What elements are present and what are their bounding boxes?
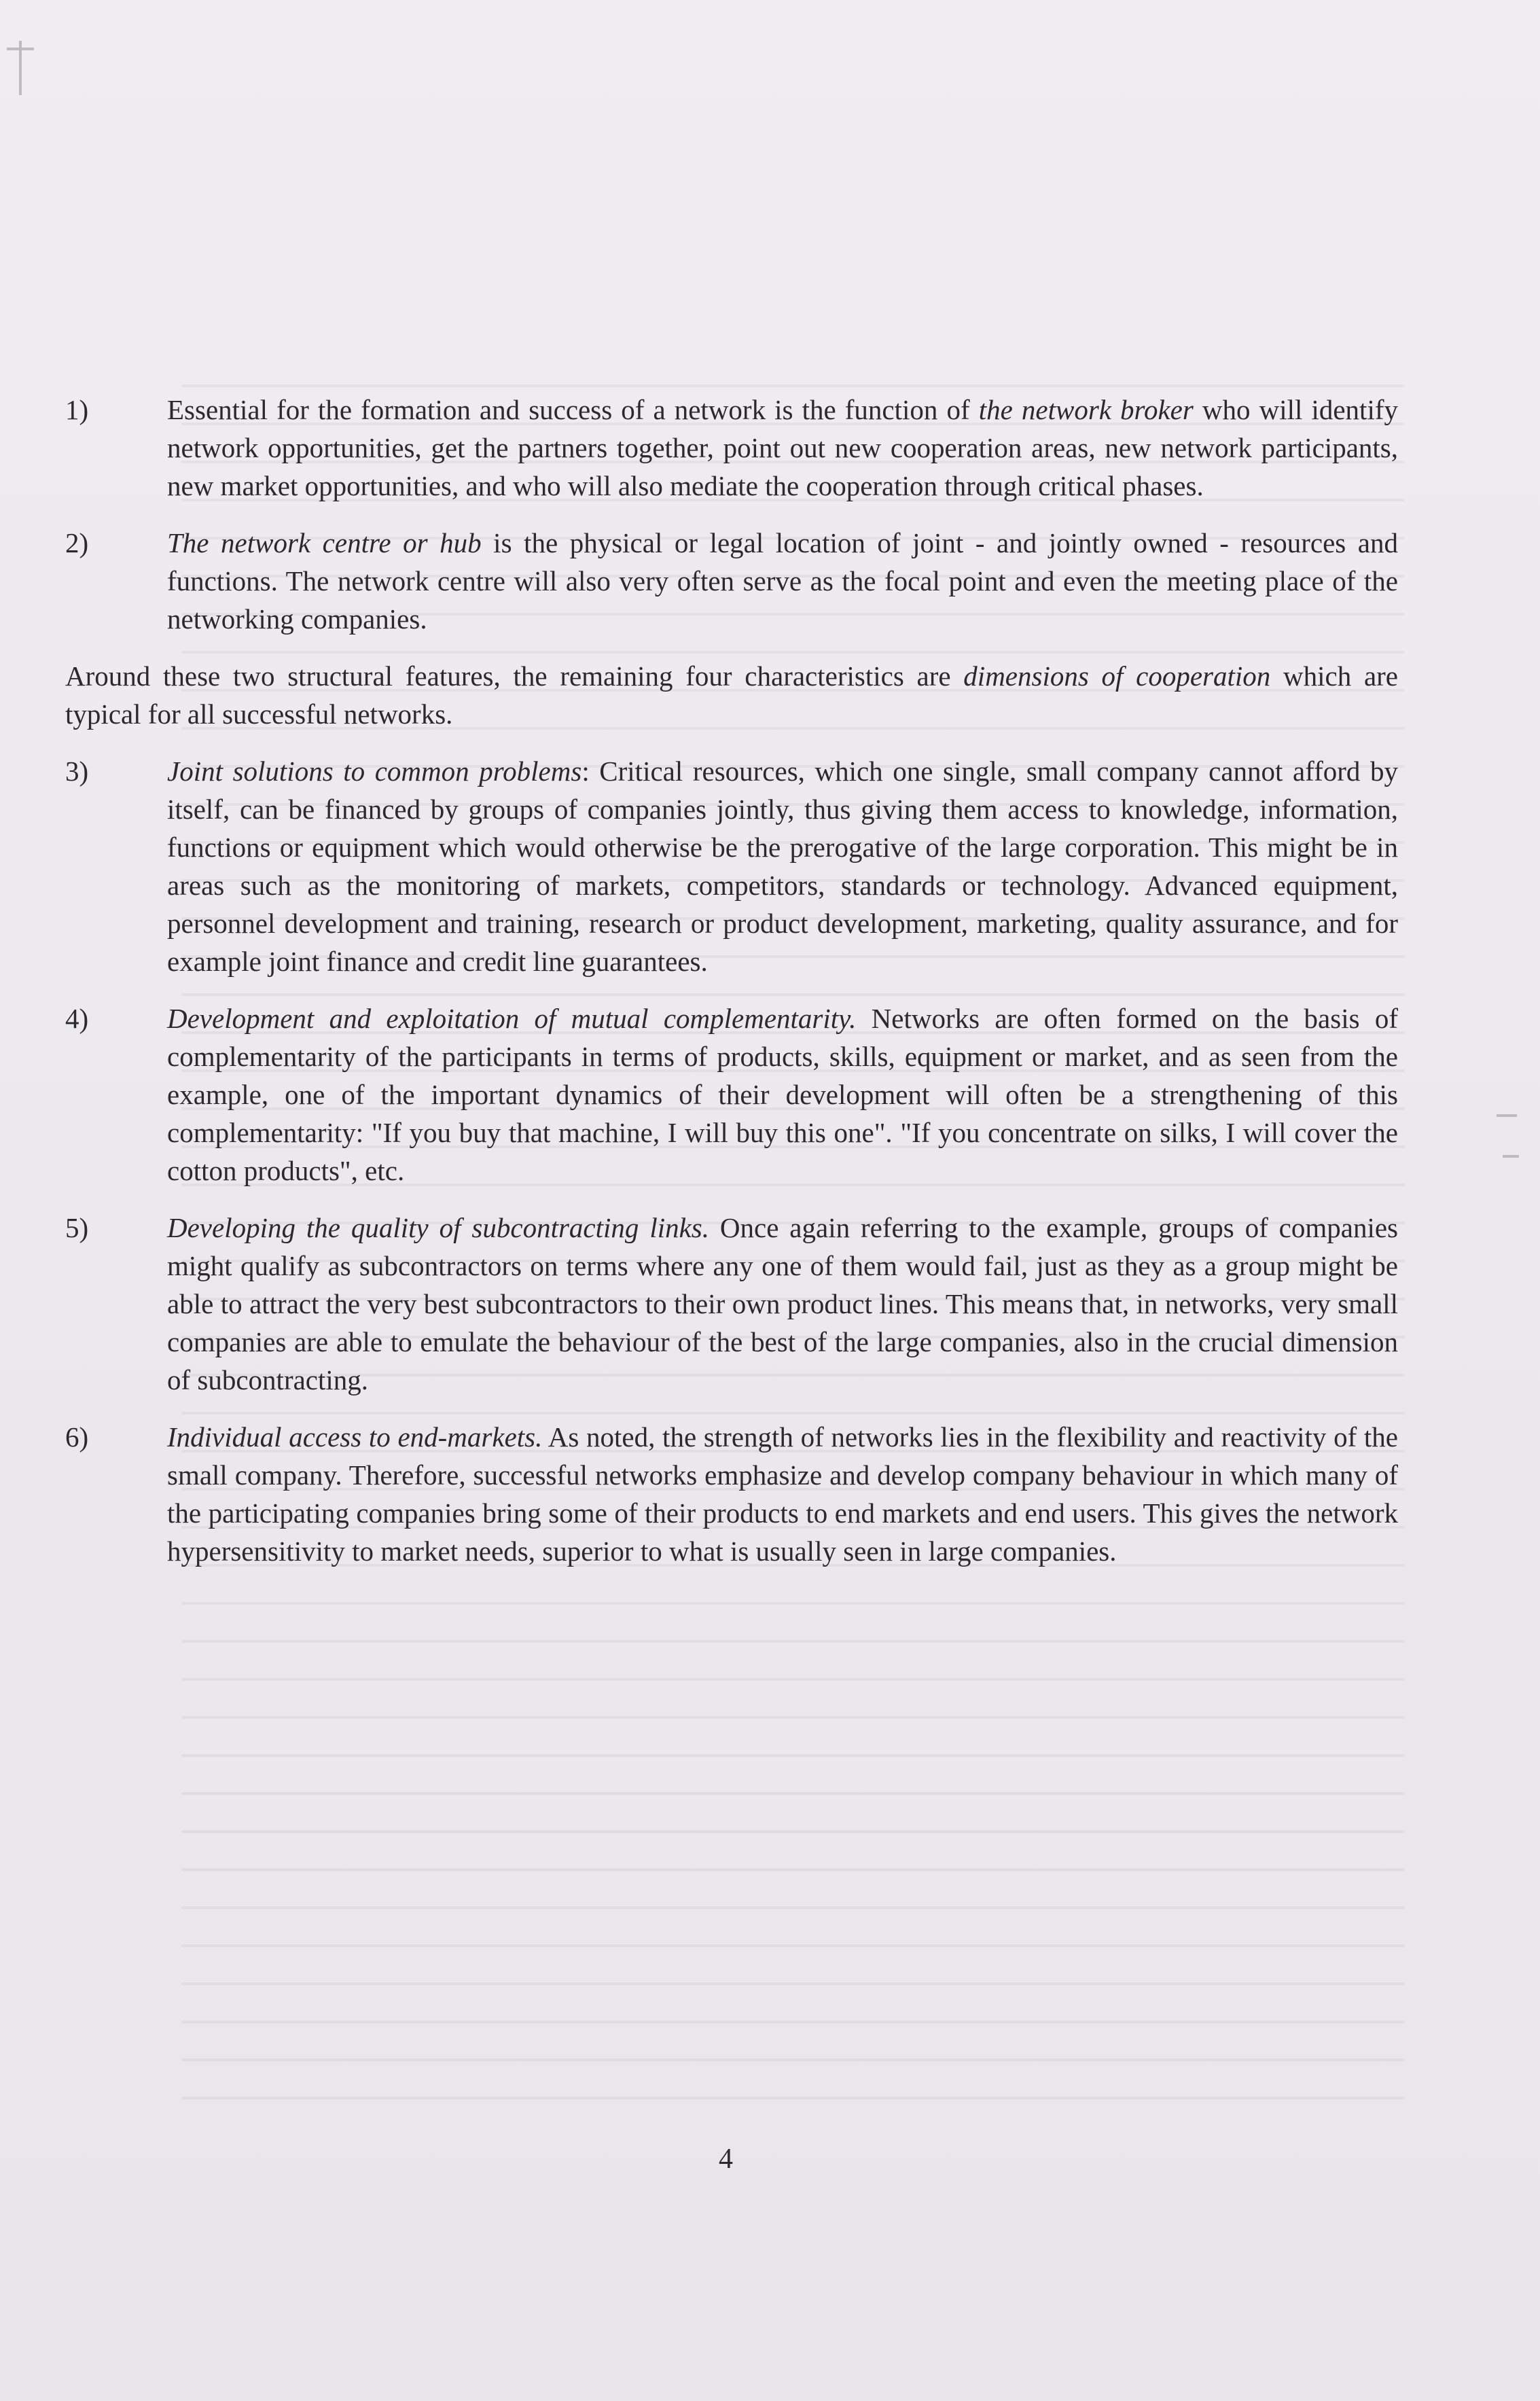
list-item-term: Joint solutions to common problems [167,755,582,787]
margin-mark [19,41,22,95]
list-item-term: the network broker [978,394,1194,425]
list-item [65,524,1398,638]
list-item-text: Essential for the formation and success of a network is the function of [167,394,979,425]
list-item-text: Once again referring to the example, groups of companies might qualify as subcontractors on terms where any one of them would fail, just as they as a group might be able to attract the very best subcontractors to their own product lines. This means that, in networks, very small companies are able to emulate the behaviour of the best of the large companies, also in the crucial dimension of subcontracting. [167,1212,1398,1395]
document-body [65,391,1398,1570]
list-item [65,752,1398,980]
list-item-number: 6) [65,1421,89,1453]
list-item-number: 4) [65,1003,89,1034]
list-item [65,1209,1398,1399]
list-item [65,391,1398,505]
list-item-text: who will identify network opportunities, get the partners together, point out new cooperation areas, new network participants, new market opportunities, and who will also mediate the cooperation through critical phases. [167,394,1398,501]
transition-paragraph [65,657,1398,733]
margin-mark [1503,1155,1519,1158]
list-item-term: The network centre or hub [167,527,482,558]
margin-mark [1497,1114,1517,1117]
paragraph-text: Around these two structural features, the remaining four characteristics are [65,660,964,692]
list-item-term: Individual access to end-markets. [167,1421,543,1453]
list-item-number: 5) [65,1212,89,1243]
list-item-number: 3) [65,755,89,787]
paragraph-term: dimensions of cooperation [963,660,1271,692]
list-item-term: Development and exploitation of mutual complementarity. [167,1003,857,1034]
paragraph-text: which are typical for all successful networks. [65,660,1399,730]
list-item-text: : Critical resources, which one single, small company cannot afford by itself, can be financed by groups of companies jointly, thus giving them access to knowledge, information, functions or equipment which would otherwise be the prerogative of the large corporation. This might be in areas such as the monitoring of markets, competitors, standards or technology. Advanced equipment, personnel development and training, research or product development, marketing, quality assurance, and for example joint finance and credit line guarantees. [167,755,1398,977]
list-item-text: As noted, the strength of networks lies in the flexibility and reactivity of the small company. Therefore, successful networks emphasize and develop company behaviour in which many of the participating companies bring some of their products to end markets and end users. This gives the network hypersensitivity to market needs, superior to what is usually seen in large companies. [167,1421,1399,1567]
list-item-term: Developing the quality of subcontracting links. [167,1212,709,1243]
list-item [65,1418,1398,1570]
list-item-text: is the physical or legal location of joint - and jointly owned - resources and functions. The network centre will also very often serve as the focal point and even the meeting place of the networking companies. [167,527,1398,635]
list-item-number: 2) [65,527,89,558]
list-item-number: 1) [65,394,89,425]
list-item [65,999,1398,1190]
page-number: 4 [719,2144,733,2175]
list-item-text: Networks are often formed on the basis of complementarity of the participants in terms of products, skills, equipment or market, and as seen from the example, one of the important dynamics of their development will often be a strengthening of this complementarity: "If you buy that machine, I will buy this one". "If you concentrate on silks, I will cover the cotton products", etc. [167,1003,1398,1186]
